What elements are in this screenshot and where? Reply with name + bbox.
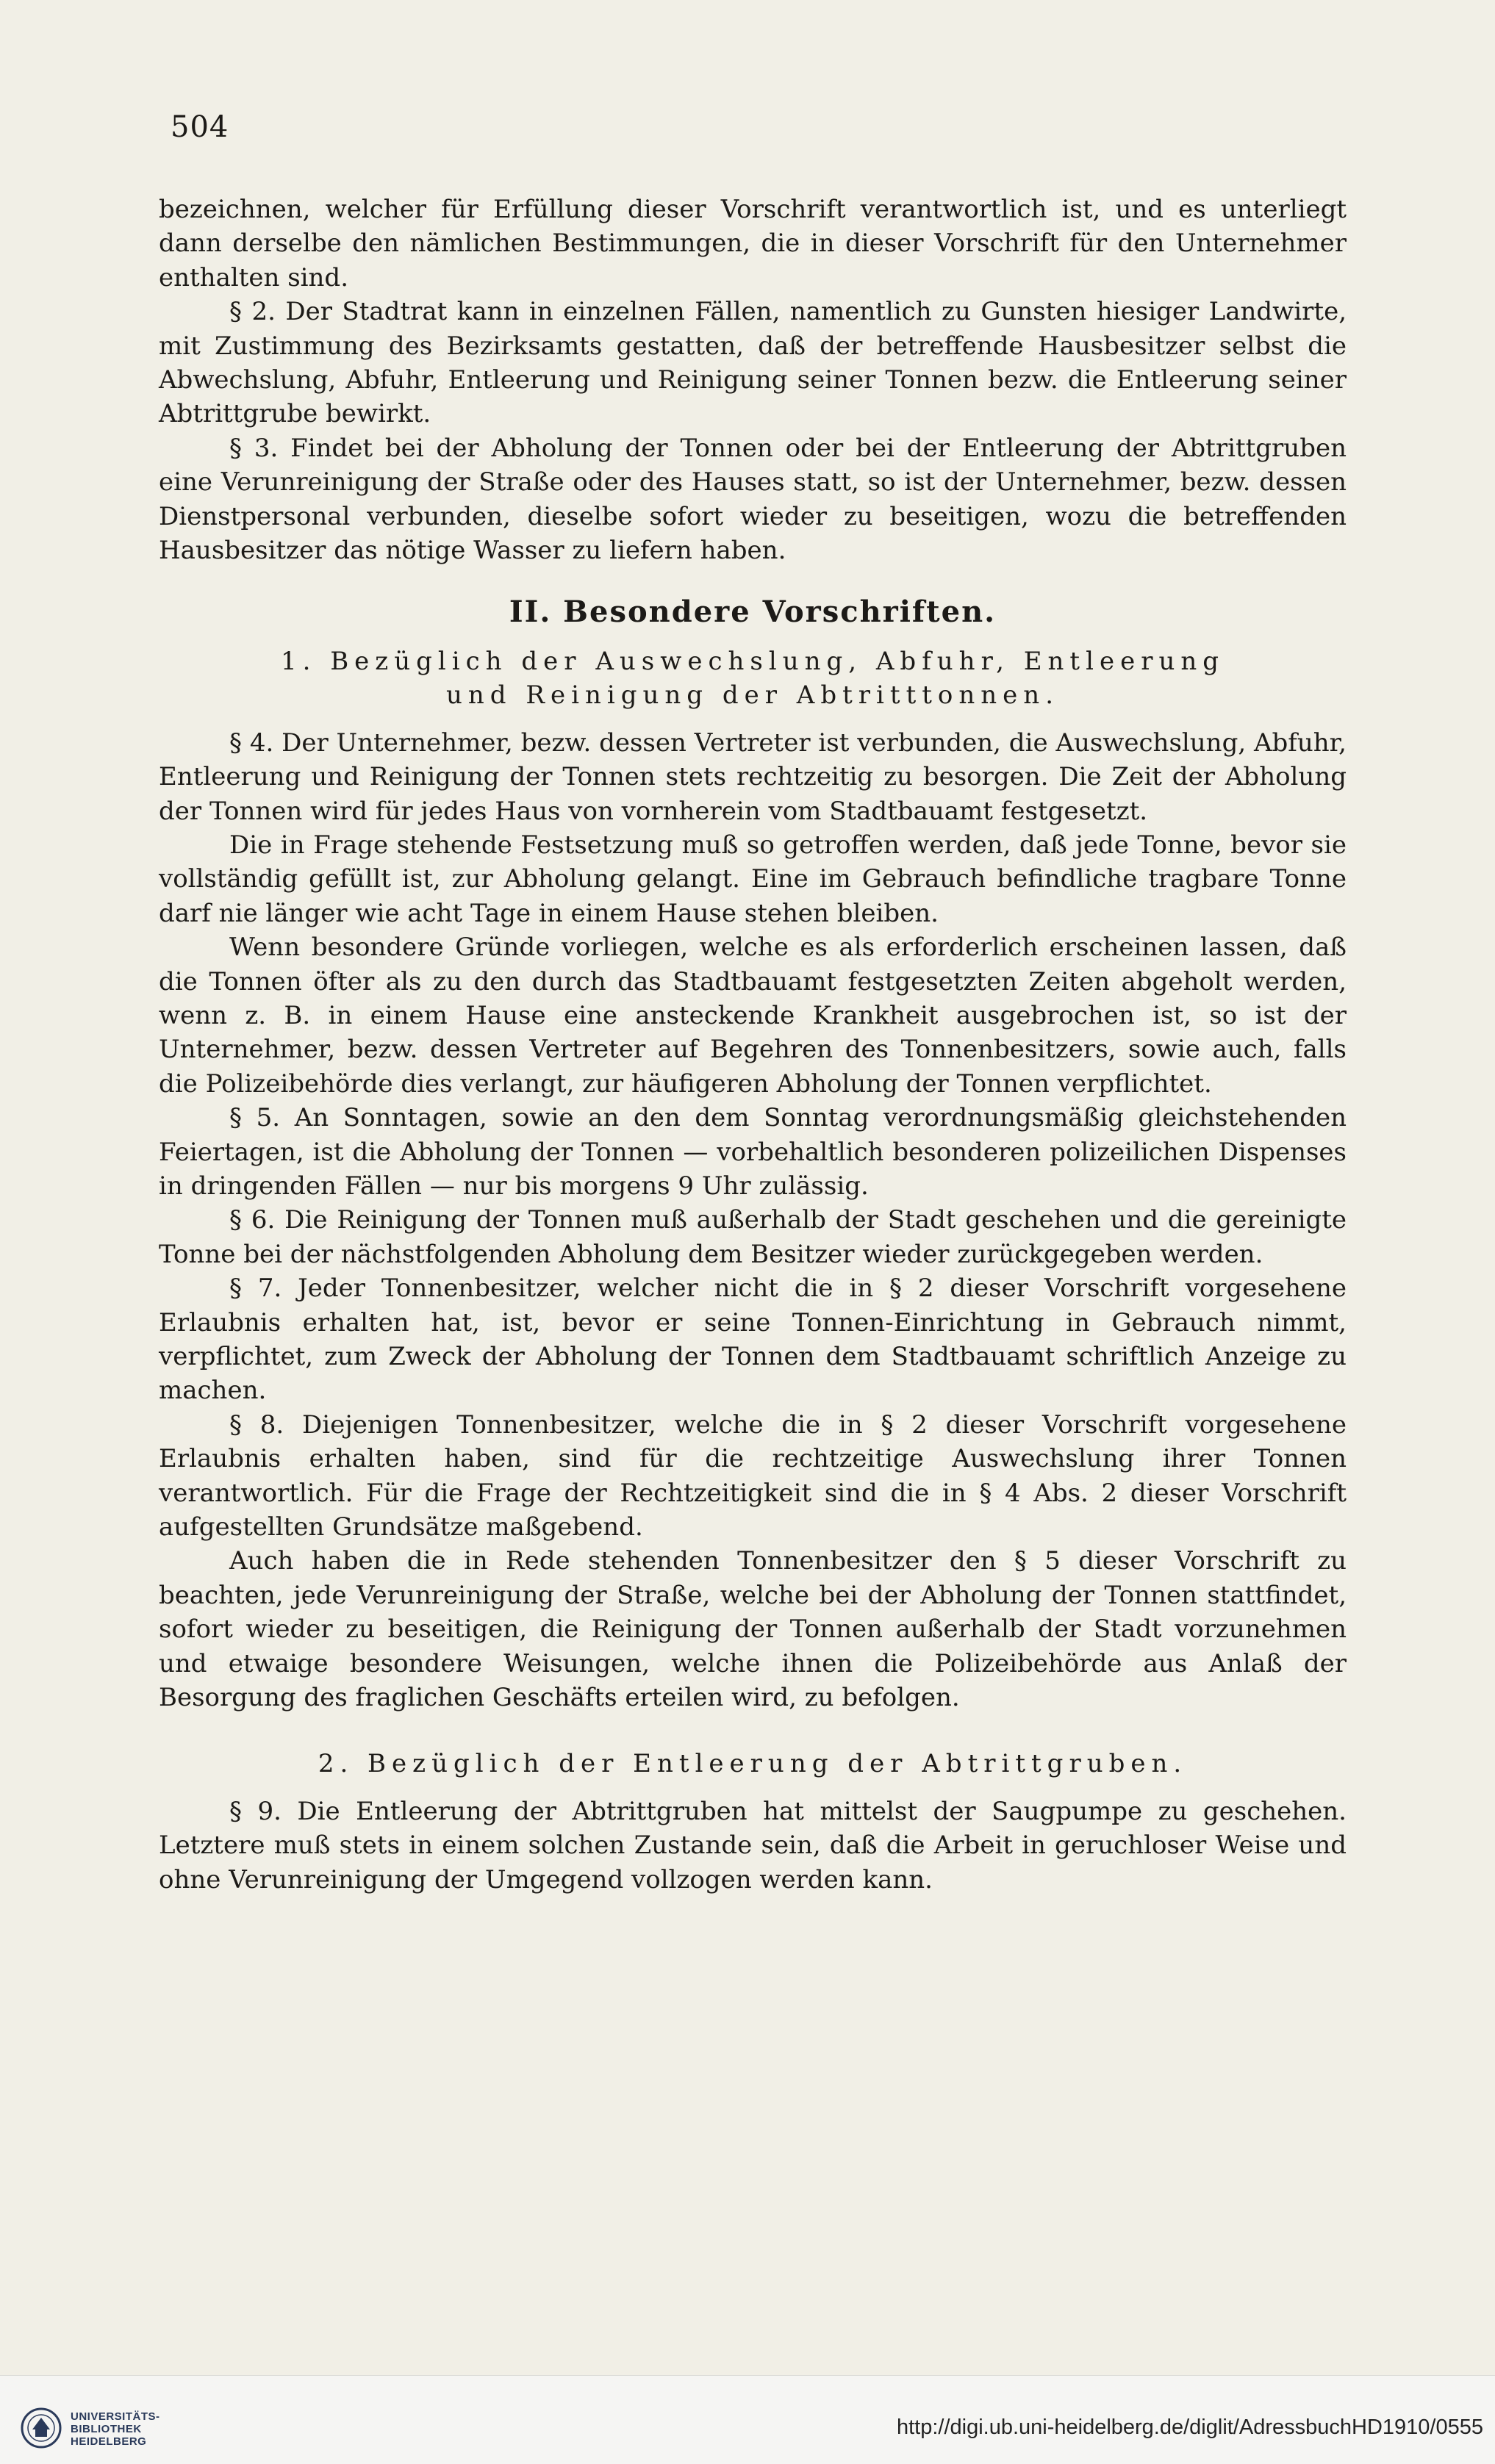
paragraph-section-4-abs3: Wenn besondere Gründe vorliegen, welche es als erforderlich erscheinen lassen, daß die Tonnen öfter als zu den durch das Stadtbauamt festgesetzten Zeiten abgeholt werden, wenn z. B. in einem Hause eine ansteckende Krankheit ausgebrochen ist, so ist der Unternehmer, bezw. dessen Vertreter auf Begehren des Tonnenbesitzers, sowie auch, falls die Polizeibehörde dies verlangt, zur häufigeren Abholung der Tonnen verpflichtet. [159,933,1347,1099]
page-number: 504 [171,110,229,144]
paragraph-section-7: § 7. Jeder Tonnenbesitzer, welcher nicht die in § 2 dieser Vorschrift vorgesehene Erlaubnis erhalten hat, ist, bevor er seine Tonnen-Einrichtung in Gebrauch nimmt, verpflichtet, zum Zweck der Abholung der Tonnen dem Stadtbauamt schriftlich Anzeige zu machen. [159,1274,1347,1406]
subsection-1-heading-line2: und Reinigung der Abtritttonnen. [446,680,1059,711]
paragraph-section-6: § 6. Die Reinigung der Tonnen muß außerhalb der Stadt geschehen und die gereinigte Tonne bei der nächstfolgenden Abholung dem Besitzer wieder zurückgegeben werden. [159,1205,1347,1269]
paragraph-section-8-abs2: Auch haben die in Rede stehenden Tonnenbesitzer den § 5 dieser Vorschrift zu beachten, jede Verunreinigung der Straße, welche bei der Abholung der Tonnen stattfindet, sofort wieder zu beseitigen, die Reinigung der Tonnen außerhalb der Stadt vorzunehmen und etwaige besondere Weisungen, welche ihnen die Polizeibehörde aus Anlaß der Besorgung des fraglichen Geschäfts erteilen wird, zu befolgen. [159,1546,1347,1713]
university-seal-logo [21,2407,62,2449]
paragraph-section-5: § 5. An Sonntagen, sowie an den dem Sonntag verordnungsmäßig gleichstehenden Feiertagen, ist die Abholung der Tonnen — vorbehaltlich besonderen polizeilichen Dispenses in dringenden Fällen — nur bis morgens 9 Uhr zulässig. [159,1103,1347,1201]
paragraph-section-4-abs2: Die in Frage stehende Festsetzung muß so getroffen werden, daß jede Tonne, bevor sie vollständig gefüllt ist, zur Abholung gelangt. Eine im Gebrauch befindliche tragbare Tonne darf nie länger wie acht Tage in einem Hause stehen bleiben. [159,830,1347,928]
subsection-2-heading: 2. Bezüglich der Entleerung der Abtrittgruben. [318,1749,1188,1779]
paragraph-section-3: § 3. Findet bei der Abholung der Tonnen oder bei der Entleerung der Abtrittgruben eine Verunreinigung der Straße oder des Hauses statt, so ist der Unternehmer, bezw. dessen Dienstpersonal verbunden, dieselbe sofort wieder zu beseitigen, wozu die betreffenden Hausbesitzer das nötige Wasser zu liefern haben. [159,433,1347,566]
section-heading: II. Besondere Vorschriften. [509,595,997,630]
paragraph-section-2: § 2. Der Stadtrat kann in einzelnen Fällen, namentlich zu Gunsten hiesiger Landwirte, mit Zustimmung des Bezirksamts gestatten, daß der betreffende Hausbesitzer selbst die Abwechslung, Abfuhr, Entleerung und Reinigung seiner Tonnen bezw. die Entleerung seiner Abtrittgrube bewirkt. [159,297,1347,429]
source-url-link[interactable]: http://digi.ub.uni-heidelberg.de/diglit/AdressbuchHD1910/0555 [896,2415,1483,2439]
paragraph-section-9: § 9. Die Entleerung der Abtrittgruben hat mittelst der Saugpumpe zu geschehen. Letztere muß stets in einem solchen Zustande sein, daß die Arbeit in geruchloser Weise und ohne Verunreinigung der Umgegend vollzogen werden kann. [159,1796,1347,1894]
subsection-1-heading-line1: 1. Bezüglich der Auswechslung, Abfuhr, Entleerung [280,646,1225,676]
library-name: UNIVERSITÄTS- BIBLIOTHEK HEIDELBERG [71,2410,160,2448]
document-body [159,193,1347,1897]
paragraph-section-4: § 4. Der Unternehmer, bezw. dessen Vertreter ist verbunden, die Auswechslung, Abfuhr, Entleerung und Reinigung der Tonnen stets rechtzeitig zu besorgen. Die Zeit der Abholung der Tonnen wird für jedes Haus von vornherein vom Stadtbauamt festgesetzt. [159,728,1347,826]
paragraph-continuation: bezeichnen, welcher für Erfüllung dieser Vorschrift verantwortlich ist, und es unterliegt dann derselbe den nämlichen Bestimmungen, die in dieser Vorschrift für den Unternehmer enthalten sind. [159,195,1347,292]
paragraph-section-8: § 8. Diejenigen Tonnenbesitzer, welche die in § 2 dieser Vorschrift vorgesehene Erlaubnis erhalten haben, sind für die rechtzeitige Auswechslung ihrer Tonnen verantwortlich. Für die Frage der Rechtzeitigkeit sind die in § 4 Abs. 2 dieser Vorschrift aufgestellten Grundsätze maßgebend. [159,1409,1347,1542]
